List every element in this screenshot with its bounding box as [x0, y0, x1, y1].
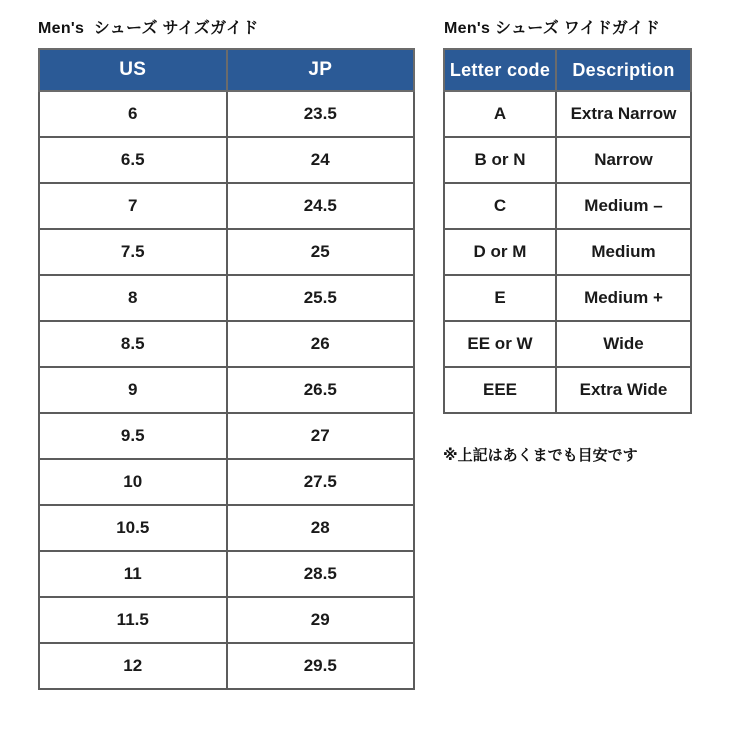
table-row [39, 183, 414, 229]
us-size-cell: 7.5 [39, 229, 227, 275]
jp-size-cell: 27 [227, 413, 415, 459]
table-row [39, 229, 414, 275]
letter-code-cell: C [444, 183, 556, 229]
us-size-cell: 10 [39, 459, 227, 505]
letter-code-cell: A [444, 91, 556, 137]
width-table-header-code: Letter code [444, 49, 556, 91]
table-row [444, 91, 691, 137]
letter-code-cell: B or N [444, 137, 556, 183]
table-row [39, 275, 414, 321]
jp-size-cell: 26 [227, 321, 415, 367]
table-row [39, 91, 414, 137]
jp-size-cell: 28 [227, 505, 415, 551]
us-size-cell: 8.5 [39, 321, 227, 367]
width-guide-title: Men's シューズ ワイドガイド [444, 20, 661, 37]
table-row [39, 597, 414, 643]
us-size-cell: 12 [39, 643, 227, 689]
table-row [39, 413, 414, 459]
table-row [444, 275, 691, 321]
table-row [39, 321, 414, 367]
table-row [39, 459, 414, 505]
jp-size-cell: 25 [227, 229, 415, 275]
table-row [39, 137, 414, 183]
table-row [39, 551, 414, 597]
jp-size-cell: 29 [227, 597, 415, 643]
us-size-cell: 9.5 [39, 413, 227, 459]
letter-code-cell: D or M [444, 229, 556, 275]
description-cell: Narrow [556, 137, 691, 183]
jp-size-cell: 26.5 [227, 367, 415, 413]
description-cell: Wide [556, 321, 691, 367]
table-row [444, 367, 691, 413]
width-table-header-desc: Description [556, 49, 691, 91]
guide-footnote: ※上記はあくまでも目安です [443, 447, 638, 464]
jp-size-cell: 25.5 [227, 275, 415, 321]
table-row [39, 505, 414, 551]
us-size-cell: 11 [39, 551, 227, 597]
width-table-header-row [444, 49, 691, 91]
letter-code-cell: EEE [444, 367, 556, 413]
width-guide-table [443, 48, 692, 414]
jp-size-cell: 29.5 [227, 643, 415, 689]
table-row [444, 229, 691, 275]
description-cell: Extra Wide [556, 367, 691, 413]
size-guide-table [38, 48, 415, 690]
us-size-cell: 6.5 [39, 137, 227, 183]
table-row [39, 367, 414, 413]
us-size-cell: 9 [39, 367, 227, 413]
us-size-cell: 10.5 [39, 505, 227, 551]
size-table-header-jp: JP [227, 49, 415, 91]
jp-size-cell: 23.5 [227, 91, 415, 137]
size-guide-title: Men's シューズ サイズガイド [38, 20, 259, 37]
description-cell: Medium – [556, 183, 691, 229]
jp-size-cell: 27.5 [227, 459, 415, 505]
jp-size-cell: 28.5 [227, 551, 415, 597]
table-row [39, 643, 414, 689]
us-size-cell: 6 [39, 91, 227, 137]
description-cell: Medium + [556, 275, 691, 321]
letter-code-cell: E [444, 275, 556, 321]
us-size-cell: 7 [39, 183, 227, 229]
jp-size-cell: 24 [227, 137, 415, 183]
size-table-header-us: US [39, 49, 227, 91]
letter-code-cell: EE or W [444, 321, 556, 367]
us-size-cell: 11.5 [39, 597, 227, 643]
table-row [444, 137, 691, 183]
description-cell: Extra Narrow [556, 91, 691, 137]
jp-size-cell: 24.5 [227, 183, 415, 229]
description-cell: Medium [556, 229, 691, 275]
size-table-header-row [39, 49, 414, 91]
table-row [444, 321, 691, 367]
table-row [444, 183, 691, 229]
us-size-cell: 8 [39, 275, 227, 321]
